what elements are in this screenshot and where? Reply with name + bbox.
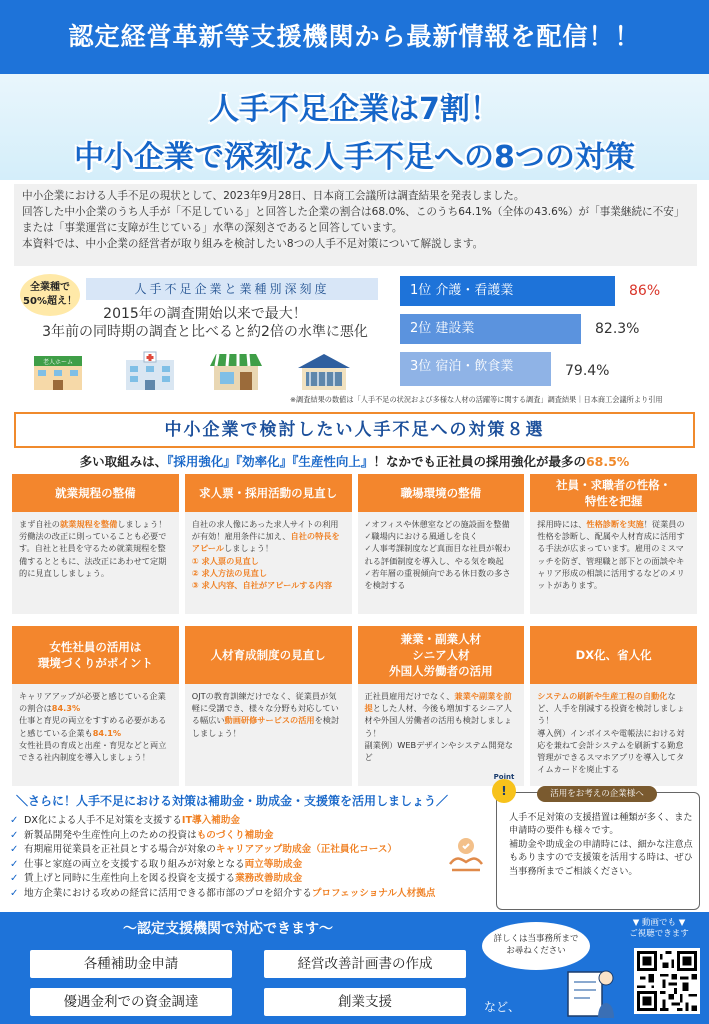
sub-prefix: 多い取組みは、: [79, 454, 168, 469]
support-text: 地方企業における攻めの経営に活用できる都市部のプロを紹介する: [24, 887, 312, 899]
support-item: [10, 858, 490, 873]
support-text: 新製品開発や生産性向上のための投資は: [24, 829, 197, 841]
m5-highlight-1: 84.3%: [51, 703, 81, 714]
stats-subtitle: [20, 305, 390, 341]
support-measures: [10, 792, 490, 910]
measure-1-body: [12, 512, 179, 614]
support-item: [10, 872, 490, 887]
m3-item-4: ✓ 若年層の重視傾向である休日数の多さを検討する: [365, 567, 518, 591]
intro-box: [14, 184, 697, 266]
support-item: [10, 829, 490, 844]
rank-value-1: 86%: [629, 283, 661, 299]
measure-5-body: [12, 684, 179, 786]
measure-3-title: 職場環境の整備: [358, 474, 525, 512]
support-program: ものづくり補助金: [196, 829, 274, 841]
support-item: [10, 814, 490, 829]
point-bulb-icon: [487, 773, 521, 807]
m1-text: まず自社の: [19, 519, 60, 529]
m5-text-2: 仕事と育児の両立をすすめる必要があると感じている企業も: [19, 715, 167, 738]
footer-title: 〜認定支援機関で対応できます〜: [123, 921, 333, 937]
support-text: 仕事と家庭の両立を支援する取り組みが対象となる: [24, 858, 245, 870]
stats-sub-line-2: 3年前の同時期の調査と比べると約2倍の水準に悪化: [42, 324, 368, 340]
nursing-home-icon: [28, 350, 88, 392]
rank-label-1: 1位 介護・看護業: [410, 283, 514, 298]
measure-6-body: [185, 684, 352, 786]
measures-grid-row-2: [12, 626, 697, 786]
banner-title: 認定経営革新等支援機関から最新情報を配信！！: [68, 22, 641, 51]
intro-paragraph-3: 本資料では、中小企業の経営者が取り組みを検討したい8つの人手不足対策について解説します。: [22, 238, 484, 250]
support-program: 業務改善助成金: [235, 873, 303, 885]
m3-item-3: ✓ 人事考課制度など真面目な社員が報われる評価制度を導入し、やる気を喚起: [365, 542, 518, 566]
point-paragraph-1: 人手不足対策の支援措置は種類が多く、また申請時の要件も様々です。: [509, 812, 693, 837]
m2-option-3: ③ 求人内容、自社がアピールする内容: [191, 580, 333, 591]
intro-paragraph-2: 回答した中小企業のうち人手が「不足している」と回答した企業の割合は68.0%、このうち64.1%（全体の43.6%）が「事業継続に不安」または「事業運営に支障が生じている」水準の深刻さであると回答しています。: [22, 206, 685, 234]
support-text: DX化による人手不足対策を支援する: [24, 815, 182, 826]
measure-8-title: DX化、省人化: [530, 626, 697, 684]
support-item: [10, 843, 490, 858]
building-sign: 老人ホーム: [42, 359, 74, 366]
hospital-icon: [120, 350, 180, 392]
measure-4-title: [530, 474, 697, 512]
m3-item-2: ✓ 職場内における風通しを良く: [365, 530, 518, 542]
m7-highlight: 兼業や副業を前提: [364, 691, 512, 714]
m2-option-1: ① 求人票の見直し: [191, 555, 259, 566]
rank-value-2: 82.3%: [595, 321, 640, 337]
support-title: ＼さらに！人手不足における対策は補助金・助成金・支援策を活用しましょう／: [16, 794, 449, 808]
m8-highlight: システムの刷新や生産工程の自動化: [537, 691, 668, 701]
support-item: [10, 887, 490, 902]
video-label: [612, 918, 706, 940]
m7-example: 副業例）WEBデザインやシステム開発など: [364, 739, 513, 763]
service-startup-support[interactable]: 創業支援: [264, 988, 466, 1016]
badge-line-2: 50%超え！: [23, 296, 77, 307]
sub-middle: ！なかでも正社員の採用強化が最多の: [373, 454, 586, 469]
support-program: 両立等助成金: [244, 858, 303, 870]
m4-text: 採用時には、: [537, 519, 587, 529]
m1-detail: 労働法の改正に則っていることも必要です。自社と社員を守るため就業規程を整備するとともに、法改正にあわせて定期的に見直ししましょう。: [19, 531, 167, 578]
m2-text: 自社の求人像にあった求人サイトの利用が有効！雇用条件に加え、: [191, 519, 339, 542]
measure-7-title-line-1: 兼業・副業人材: [400, 632, 482, 646]
m4-text-end: ！従業員の性格を診断し、配属や人材育成に活用する手法が広まっています。雇用のミスマッチを防ぎ、管理職と部下との面談やキャリア形成の相談に活用するなどのメリットがあります。: [537, 519, 685, 591]
measures-section-subtitle: [0, 452, 709, 470]
measure-7-title-line-2: シニア人材: [412, 648, 470, 662]
video-label-line-1: ▼ 動画でも ▼: [632, 918, 686, 928]
badge-line-1: 全業種で: [30, 282, 70, 293]
sub-keywords: 『採用強化』『効率化』『生産性向上』: [167, 454, 374, 469]
m8-text: など、人手を削減する投資を検討しましょう！: [537, 691, 685, 726]
support-text: 賃上げと同時に生産性向上を図る投資を支援する: [24, 873, 236, 885]
point-header: 活用をお考えの企業様へ: [537, 786, 657, 802]
m3-item-1: ✓ オフィスや休憩室などの施設面を整備: [365, 518, 518, 530]
measure-7-title: [358, 626, 525, 684]
rank-bar-3: [400, 352, 551, 386]
video-label-line-2: ご視聴できます: [629, 929, 689, 939]
hero-section: [0, 74, 709, 180]
measure-5-title-line-1: 女性社員の活用は: [49, 640, 142, 654]
stats-title: 人手不足企業と業種別深刻度: [86, 278, 378, 300]
svg-text:!: !: [501, 784, 507, 798]
measure-2-title: 求人票・採用活動の見直し: [185, 474, 352, 512]
support-text: 有期雇用従業員を正社員とする場合が対象の: [24, 844, 216, 856]
m6-text-end: を検討しましょう！: [191, 715, 340, 738]
measure-5-title-line-2: 環境づくりがポイント: [37, 656, 153, 670]
stats-section: [0, 268, 709, 408]
m2-text-end: しましょう！: [224, 543, 274, 554]
rank-label-3: 3位 宿泊・飲食業: [410, 359, 514, 374]
support-program: IT導入補助金: [181, 815, 240, 826]
m7-text: 正社員雇用だけでなく、: [364, 691, 455, 701]
hero-headline-1: 人手不足企業は7割！: [209, 92, 500, 127]
consultant-illustration-icon: [560, 962, 620, 1020]
rank-bar-2: [400, 314, 581, 344]
point-callout: [493, 773, 700, 910]
measure-3-body: [358, 512, 525, 614]
measure-2-body: [185, 512, 352, 614]
measure-1-title: 就業規程の整備: [12, 474, 179, 512]
measure-5-title: [12, 626, 179, 684]
service-subsidy-application[interactable]: 各種補助金申請: [30, 950, 232, 978]
qr-code[interactable]: [634, 948, 700, 1014]
measure-8-body: [530, 684, 697, 786]
service-preferential-financing[interactable]: 優遇金利での資金調達: [30, 988, 232, 1016]
m8-example: 導入例）インボイスや電帳法における対応を兼ねて会計システムを刷新する勤怠管理ができるスマホアプリを導入してタイムカードを廃止する: [537, 727, 685, 775]
bubble-line-2: お尋ねください: [506, 946, 566, 956]
shop-icon: [206, 350, 266, 392]
m5-text-1: キャリアアップが必要と感じている企業の割合は: [19, 691, 166, 714]
service-management-plan[interactable]: 経営改善計画書の作成: [264, 950, 466, 978]
m1-highlight: 就業規程を整備: [59, 519, 118, 529]
measure-4-title-line-2: 特性を把握: [584, 494, 643, 508]
m6-highlight: 動画研修サービスの活用: [224, 715, 315, 726]
stats-sub-line-1: 2015年の調査開始以来で最大！: [103, 306, 307, 322]
point-label: Point: [493, 773, 515, 781]
m6-text: OJTの教育訓練だけでなく、従業員が気軽に受講でき、様々な分野も対応している幅広い: [191, 691, 339, 726]
hero-headline-2: 中小企業で深刻な人手不足への8つの対策: [74, 140, 635, 175]
m5-text-3: 女性社員の育成と出産・育児などと両立できる社内制度を導入しましょう！: [19, 739, 167, 763]
etc-label: など、: [484, 1000, 521, 1014]
measures-section-title: 中小企業で検討したい人手不足への対策８選: [14, 412, 695, 448]
rank-bar-1: [400, 276, 615, 306]
factory-icon: [294, 350, 354, 392]
qr-code-icon: [637, 951, 697, 1011]
measure-7-body: [358, 684, 525, 786]
m1-text-end: しましょう！: [117, 519, 167, 529]
support-program: キャリアアップ助成金（正社員化コース）: [215, 844, 398, 856]
source-footnote: ※調査結果の数値は「人手不足の状況および多様な人材の活躍等に関する調査」調査結果｜日本商工会議所より引用: [290, 395, 663, 404]
m4-highlight: 性格診断を実施: [586, 519, 644, 529]
hand-coin-icon: [446, 834, 486, 874]
measure-6-title: 人材育成制度の見直し: [185, 626, 352, 684]
footer-services: [0, 912, 709, 1024]
intro-paragraph-1: 中小企業における人手不足の現状として、2023年9月28日、日本商工会議所は調査結果を発表しました。: [22, 190, 525, 202]
measure-7-title-line-3: 外国人労働者の活用: [389, 664, 493, 678]
rank-label-2: 2位 建設業: [410, 321, 475, 336]
measure-4-body: [530, 512, 697, 614]
bubble-line-1: 詳しくは当事務所まで: [493, 934, 579, 944]
support-program: プロフェッショナル人材拠点: [311, 887, 436, 899]
measures-grid-row-1: [12, 474, 697, 614]
m5-highlight-2: 84.1%: [92, 727, 122, 738]
m2-highlight: 自社の特長をアピール: [191, 531, 340, 554]
sub-percent: 68.5%: [585, 454, 630, 469]
m7-text-end: とした人材、今後も増加するシニア人材や外国人労働者の活用も検討しましょう！: [364, 703, 512, 738]
rank-value-3: 79.4%: [565, 363, 610, 379]
top-banner: [0, 0, 709, 74]
point-paragraph-2: 補助金や助成金の申請時には、細かな注意点もありますので支援策を活用する時は、ぜひ当事務所までご相談ください。: [509, 838, 693, 877]
m2-option-2: ② 求人方法の見直し: [191, 567, 268, 578]
measure-4-title-line-1: 社員・求職者の性格・: [556, 478, 672, 492]
point-body: [509, 811, 693, 878]
